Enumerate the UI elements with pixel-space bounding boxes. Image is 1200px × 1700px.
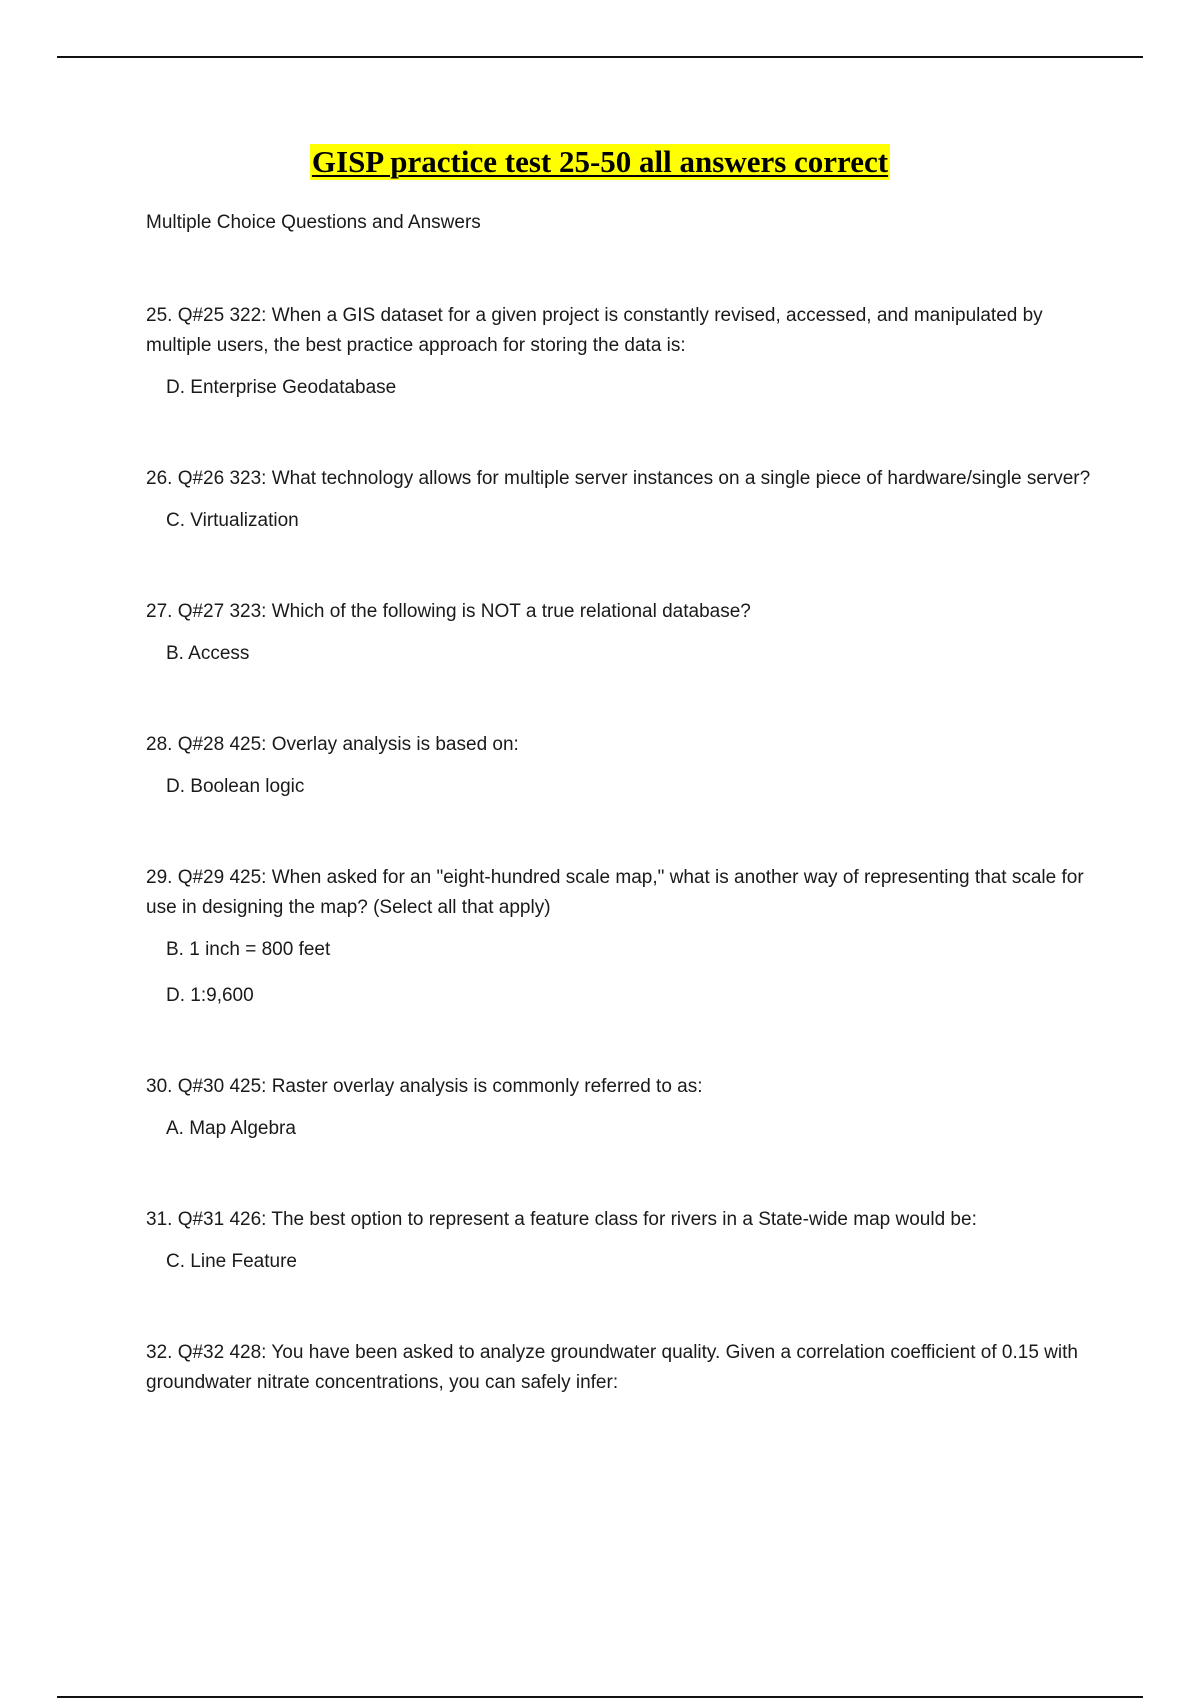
question-item-25 [146,301,1096,401]
document-title: GISP practice test 25-50 all answers correct [311,144,889,179]
document-subtitle: Multiple Choice Questions and Answers [146,212,481,233]
question-text: 26. Q#26 323: What technology allows for multiple server instances on a single piece of hardware/single server? [146,468,1091,489]
answer-text: D. Enterprise Geodatabase [166,377,397,398]
question-text: 27. Q#27 323: Which of the following is NOT a true relational database? [146,601,751,622]
question-text: 25. Q#25 322: When a GIS dataset for a given project is constantly revised, accessed, and manipulated by multiple users, the best practice approach for storing the data is: [146,305,1043,356]
question-text: 30. Q#30 425: Raster overlay analysis is commonly referred to as: [146,1076,703,1097]
answer-text: D. Boolean logic [166,776,305,797]
answer-text: B. Access [166,643,250,664]
question-item-27 [146,597,1096,667]
answer-text: D. 1:9,600 [166,985,254,1006]
question-text: 32. Q#32 428: You have been asked to analyze groundwater quality. Given a correlation coefficient of 0.15 with groundwater nitrate concentrations, you can safely infer: [146,1342,1078,1393]
answer-text: C. Line Feature [166,1251,297,1272]
question-item-26 [146,464,1096,534]
header-rule [57,56,1143,58]
question-item-30 [146,1072,1096,1142]
question-item-31 [146,1205,1096,1275]
title-container [0,144,1200,180]
question-item-29 [146,863,1096,1009]
question-list [146,301,1096,1461]
question-item-28 [146,730,1096,800]
question-text: 29. Q#29 425: When asked for an "eight-hundred scale map," what is another way of representing that scale for use in designing the map? (Select all that apply) [146,867,1084,918]
question-text: 31. Q#31 426: The best option to represent a feature class for rivers in a State-wide map would be: [146,1209,977,1230]
footer-rule [57,1696,1143,1698]
question-item-32 [146,1338,1096,1398]
answer-text: B. 1 inch = 800 feet [166,939,331,960]
answer-text: A. Map Algebra [166,1118,296,1139]
question-text: 28. Q#28 425: Overlay analysis is based on: [146,734,519,755]
answer-text: C. Virtualization [166,510,299,531]
